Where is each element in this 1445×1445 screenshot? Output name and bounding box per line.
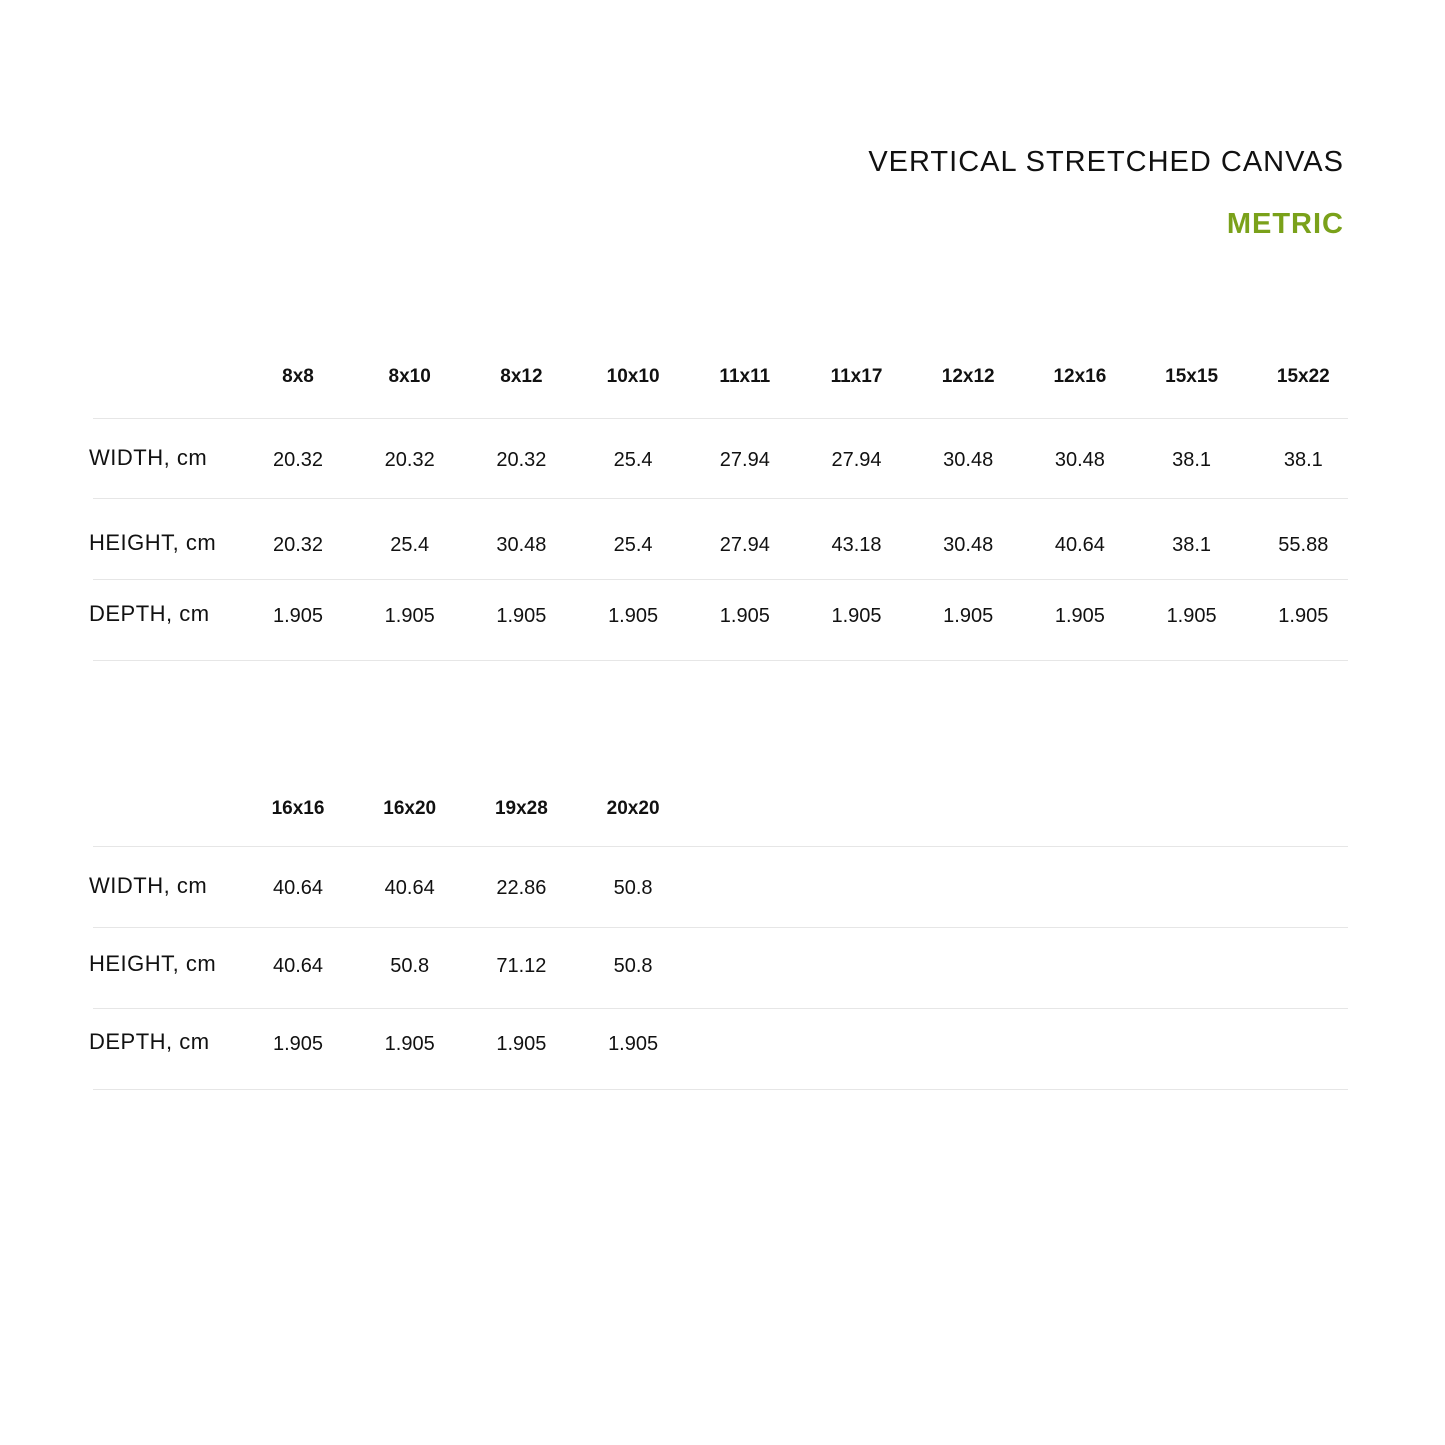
table-cell: 1.905 bbox=[943, 605, 994, 627]
divider bbox=[93, 660, 1348, 661]
column-header: 16x20 bbox=[383, 798, 437, 819]
table-cell: 55.88 bbox=[1278, 534, 1329, 556]
table-cell: 40.64 bbox=[272, 955, 324, 977]
table-cell: 40.64 bbox=[384, 877, 435, 899]
table-cell: 1.905 bbox=[1278, 605, 1329, 627]
table-cell: 1.905 bbox=[384, 605, 435, 627]
row-label: DEPTH, cm bbox=[89, 1029, 210, 1054]
column-header: 12x16 bbox=[1053, 366, 1107, 387]
table-cell: 43.18 bbox=[831, 534, 882, 556]
table-cell: 25.4 bbox=[613, 449, 653, 471]
table-cell: 1.905 bbox=[1166, 605, 1217, 627]
column-header: 12x12 bbox=[941, 366, 995, 387]
divider bbox=[93, 927, 1348, 928]
column-header: 11x17 bbox=[830, 366, 883, 387]
column-header: 15x22 bbox=[1276, 366, 1330, 387]
table-cell: 1.905 bbox=[496, 1033, 547, 1055]
table-cell: 1.905 bbox=[608, 605, 659, 627]
table-cell: 20.32 bbox=[384, 449, 435, 471]
table-cell: 30.48 bbox=[496, 534, 547, 556]
row-label: WIDTH, cm bbox=[89, 873, 208, 898]
table-cell: 30.48 bbox=[943, 449, 994, 471]
column-header: 11x11 bbox=[719, 366, 771, 387]
table-cell: 38.1 bbox=[1172, 449, 1212, 471]
divider bbox=[93, 846, 1348, 847]
table-cell: 30.48 bbox=[943, 534, 994, 556]
row-label: HEIGHT, cm bbox=[89, 951, 217, 976]
table-cell: 30.48 bbox=[1054, 449, 1105, 471]
column-header: 8x8 bbox=[282, 366, 314, 387]
table-cell: 40.64 bbox=[272, 877, 324, 899]
table-cell: 1.905 bbox=[272, 605, 324, 627]
table-cell: 1.905 bbox=[1054, 605, 1105, 627]
divider bbox=[93, 498, 1348, 499]
row-label: HEIGHT, cm bbox=[89, 530, 217, 555]
table-cell: 1.905 bbox=[384, 1033, 435, 1055]
divider bbox=[93, 1008, 1348, 1009]
table-cell: 27.94 bbox=[719, 534, 770, 556]
column-header: 8x12 bbox=[500, 366, 543, 387]
column-header: 19x28 bbox=[494, 798, 548, 819]
table-cell: 1.905 bbox=[719, 605, 770, 627]
column-header: 15x15 bbox=[1165, 366, 1219, 387]
table-cell: 50.8 bbox=[613, 955, 653, 977]
table-cell: 27.94 bbox=[719, 449, 770, 471]
table-cell: 40.64 bbox=[1054, 534, 1105, 556]
table-cell: 71.12 bbox=[496, 955, 547, 977]
table-cell: 22.86 bbox=[496, 877, 547, 899]
table-cell: 27.94 bbox=[831, 449, 882, 471]
table-cell: 20.32 bbox=[272, 534, 324, 556]
column-header: 10x10 bbox=[606, 366, 660, 387]
divider bbox=[93, 418, 1348, 419]
column-header: 8x10 bbox=[388, 366, 431, 387]
table-cell: 20.32 bbox=[272, 449, 324, 471]
table-cell: 38.1 bbox=[1283, 449, 1323, 471]
divider bbox=[93, 579, 1348, 580]
table-cell: 1.905 bbox=[831, 605, 882, 627]
unit-system-label: METRIC bbox=[1226, 208, 1344, 240]
column-header: 16x16 bbox=[271, 798, 325, 819]
row-label: WIDTH, cm bbox=[89, 445, 208, 470]
table-cell: 1.905 bbox=[496, 605, 547, 627]
table-cell: 1.905 bbox=[272, 1033, 324, 1055]
table-cell: 25.4 bbox=[390, 534, 430, 556]
column-header: 20x20 bbox=[606, 798, 660, 819]
table-cell: 50.8 bbox=[613, 877, 653, 899]
table-cell: 20.32 bbox=[496, 449, 547, 471]
page-title: VERTICAL STRETCHED CANVAS bbox=[868, 146, 1344, 178]
table-cell: 50.8 bbox=[390, 955, 430, 977]
divider bbox=[93, 1089, 1348, 1090]
table-cell: 38.1 bbox=[1172, 534, 1212, 556]
row-label: DEPTH, cm bbox=[89, 601, 210, 626]
table-cell: 1.905 bbox=[608, 1033, 659, 1055]
table-cell: 25.4 bbox=[613, 534, 653, 556]
